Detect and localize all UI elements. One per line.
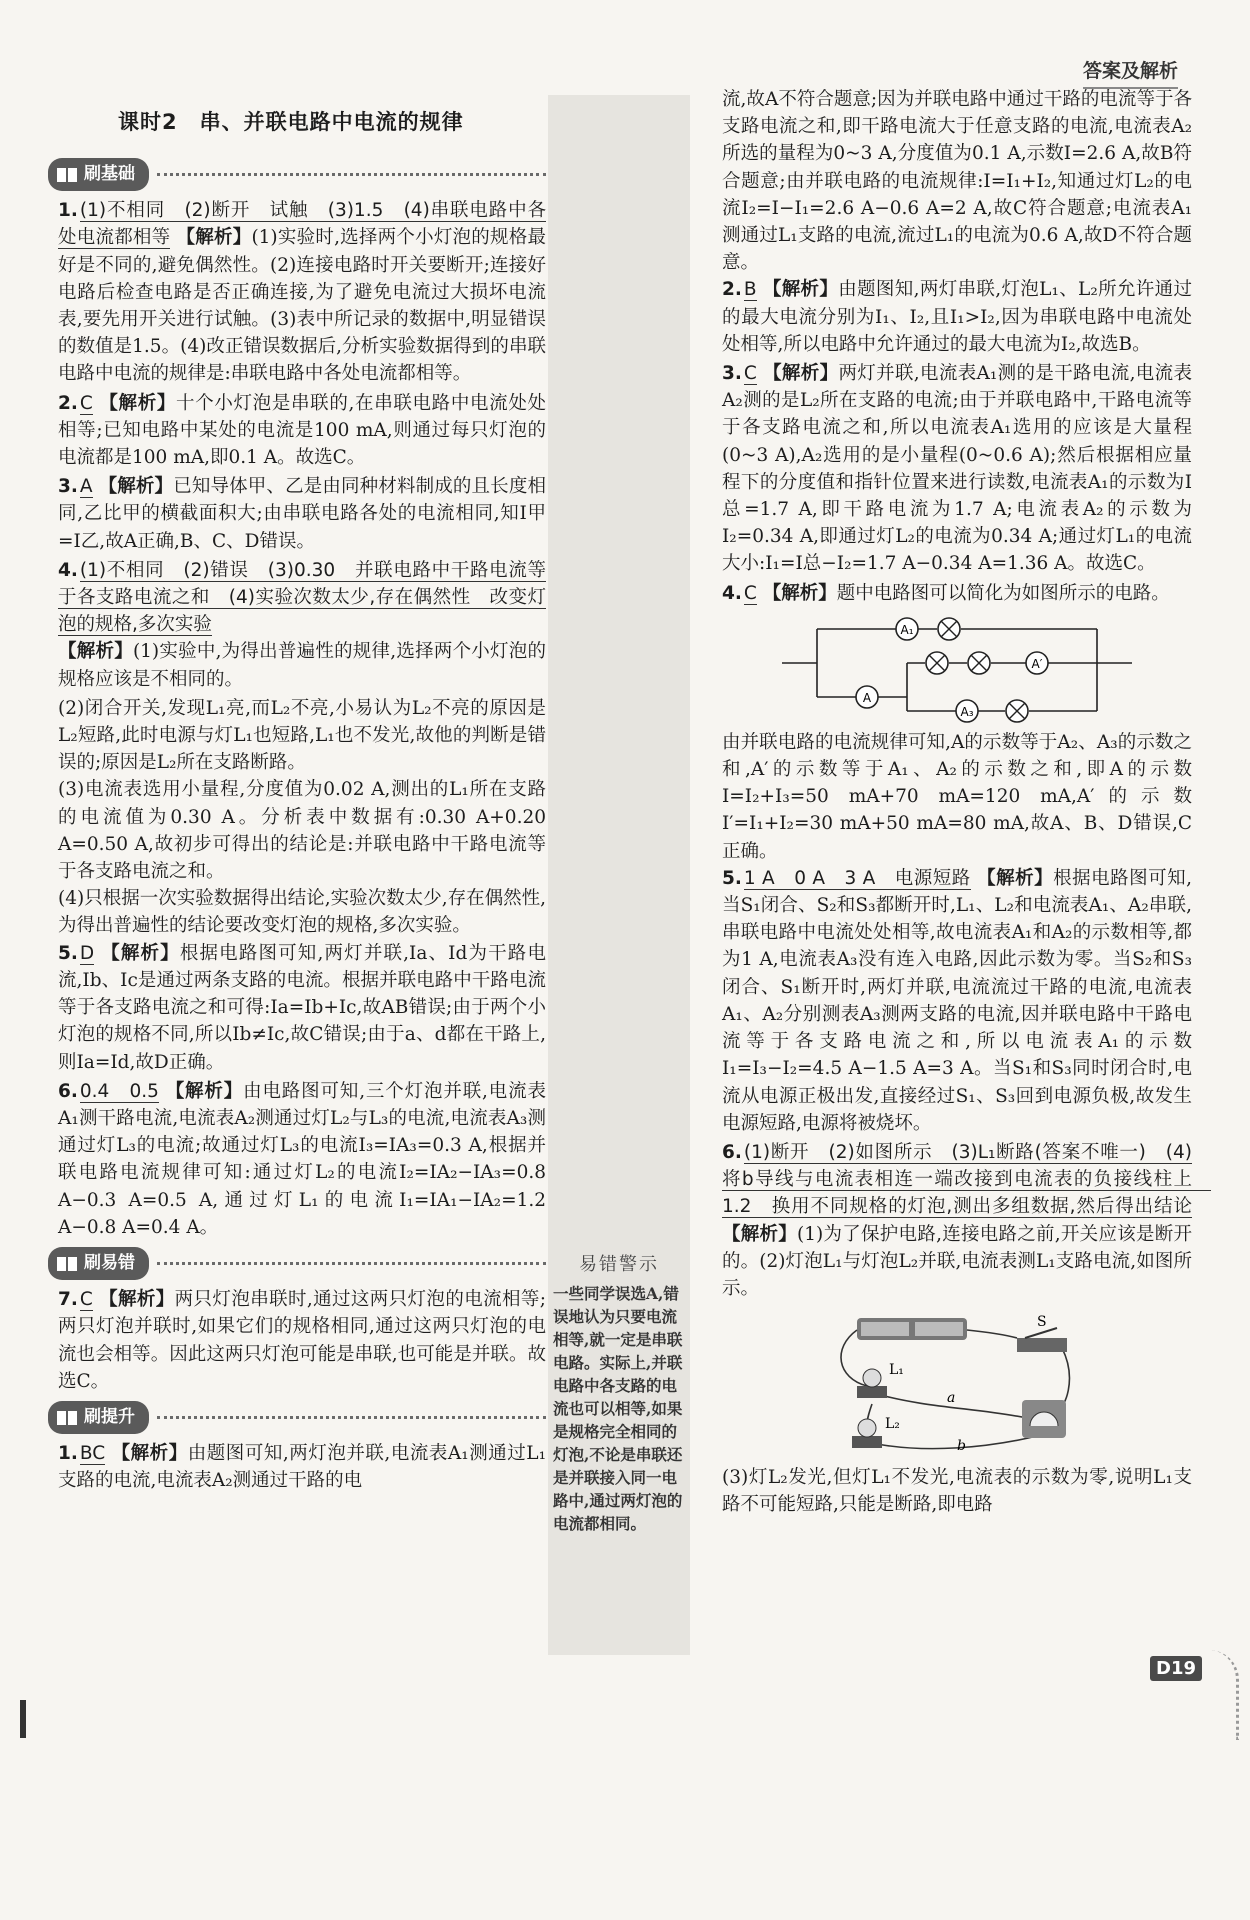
svg-text:A₁: A₁	[900, 622, 914, 637]
tip-body: 一些同学误选A,错误地认为只要电流相等,就一定是串联电路。实际上,并联电路中各支路的电流也可以相等,如果是规格完全相同的灯泡,不论是串联还是并联接入同一电路中,通过两灯泡的电流都相同。	[553, 1284, 683, 1533]
section-basic	[48, 158, 546, 191]
right-column	[722, 86, 1211, 1519]
header-label: 答案及解析	[1083, 56, 1178, 89]
lamp-icon	[1006, 700, 1028, 722]
question-1: 1. (1)不相同 (2)断开 试触 (3)1.5 (4)串联电路中各处电流都相等 【解析】(1)实验时,选择两个小灯泡的规格最好是不同的,避免偶然性。(2)连接电路时开关要断开;连接好电路后检查电路是否正确连接,为了避免电流过大损坏电流表,要先用开关进行试触。(3)表中所记录的数据中,明显错误的数值是1.5。(4)改正错误数据后,分析实验数据得到的串联电路中电流的规律是:串联电路中各处电流都相等。	[58, 200, 546, 385]
svg-text:A₃: A₃	[960, 704, 974, 719]
advance-question-5: 5. 1 A 0 A 3 A 电源短路 【解析】根据电路图可知,当S₁闭合、S₂和S₃都断开时,L₁、L₂和电流表A₁、A₂串联,串联电路中电流处处相等,故电流表A₁和A₂的示数相等,都为1 A,电流表A₃没有连入电路,因此示数为零。当S₂和S₃闭合、S₁断开时,两灯并联,电流流过干路的电流,电流表A₁、A₂分别测表A₃测两支路的电流,因并联电路中干路电流等于各支路电流之和,所以电流表A₁的示数I₁=I₃−I₂=4.5 A−1.5 A=3 A。当S₁和S₃同时闭合时,电流从电源正极出发,直接经过S₁、S₃回到电源负极,故发生电源短路,电源将被烧坏。	[722, 867, 1192, 1134]
wire-a-label: a	[947, 1390, 956, 1407]
lamp1-label: L₁	[889, 1362, 904, 1379]
corner-dots	[1206, 1650, 1239, 1740]
section-basic-label: 刷基础	[84, 164, 135, 184]
advance-question-6: 6. (1)断开 (2)如图所示 (3)L₁断路(答案不唯一) (4)将b导线与电流表相连一端改接到电流表的负接线柱上 1.2 换用不同规格的灯泡,测出多组数据,然后得出结论 【解析】(1)为了保护电路,连接电路之前,开关应该是断开的。(2)灯泡L₁与灯泡L₂并联,电流表测L₁支路电流,如图所示。	[722, 1141, 1211, 1299]
lamp2-label: L₂	[885, 1416, 900, 1433]
advance-question-2: 2. B 【解析】由题图知,两灯串联,灯泡L₁、L₂所允许通过的最大电流分别为I₁、I₂,且I₁>I₂,因为串联电路中电流处处相等,所以电路中允许通过的最大电流为I₂,故选B。	[722, 279, 1192, 355]
section-mistake	[48, 1247, 546, 1280]
question-6: 6. 0.4 0.5 【解析】由电路图可知,三个灯泡并联,电流表A₁测干路电流,电流表A₂测通过灯L₂与L₃的电流,电流表A₃测通过灯L₃的电流;故通过灯L₃的电流I₃=IA₃=0.3 A,根据并联电路电流规律可知:通过灯L₂的电流I₂=IA₂−IA₃=0.8 A−0.3 A=0.5 A,通过灯L₁的电流I₁=IA₁−IA₂=1.2 A−0.8 A=0.4 A。	[58, 1080, 546, 1238]
ammeter-A1	[896, 618, 918, 640]
section-advance-label: 刷提升	[84, 1406, 135, 1427]
question-5: 5. D 【解析】根据电路图可知,两灯并联,Ia、Id为干路电流,Ib、Ic是通过两条支路的电流。根据并联电路中干路电流等于各支路电流之和可得:Ia=Ib+Ic,故AB错误;由于两个小灯泡的规格不同,所以Ib≠Ic,故C错误;由于a、d都在干路上,则Ia=Id,故D正确。	[58, 942, 546, 1073]
tip-title: 易错警示	[579, 1254, 659, 1275]
switch-label: S	[1037, 1314, 1047, 1331]
svg-text:A: A	[862, 690, 872, 705]
ammeter-icon	[1022, 1400, 1066, 1438]
advance-question-1: 1. BC 【解析】由题图可知,两灯泡并联,电流表A₁测通过L₁支路的电流,电流表A₂测通过干路的电	[58, 1443, 546, 1492]
ammeter-A	[856, 686, 878, 708]
wiring-photo-diagram	[827, 1308, 1087, 1458]
book-icon	[56, 1409, 78, 1427]
advance-question-4: 4. C 【解析】题中电路图可以简化为如图所示的电路。	[722, 582, 1170, 604]
advance-question-1-cont: 流,故A不符合题意;因为并联电路中通过干路的电流等于各支路电流之和,即干路电流大于任意支路的电流,电流表A₂所选的量程为0~3 A,分度值为0.1 A,示数I=2.6 A,故B符合题意;由并联电路的电流规律:I=I₁+I₂,知通过灯L₂的电流I₂=I−I₁=2.6 A−0.6 A=2 A,故C符合题意;电流表A₁测通过L₁支路的电流,流过L₁的电流为0.6 A,故D不符合题意。	[722, 89, 1192, 274]
ammeter-A-prime	[1026, 652, 1048, 674]
section-advance	[48, 1401, 546, 1434]
ammeter-A3	[956, 700, 978, 722]
question-3: 3. A 【解析】已知导体甲、乙是由同种材料制成的且长度相同,乙比甲的横截面积大;由串联电路各处的电流相同,知I甲=I乙,故A正确,B、C、D错误。	[58, 476, 546, 552]
question-4-part3: (3)电流表选用小量程,分度值为0.02 A,测出的L₁所在支路的电流值为0.30 A。分析表中数据有:0.30 A+0.20 A=0.50 A,故初步可得出的结论是:并联电路中干路电流等于各支路电流之和。	[58, 779, 546, 883]
circuit-diagram	[777, 613, 1137, 723]
question-2: 2. C 【解析】十个小灯泡是串联的,在串联电路中电流处处相等;已知电路中某处的电流是100 mA,则通过每只灯泡的电流都是100 mA,即0.1 A。故选C。	[58, 392, 546, 469]
advance-question-4-conclusion: 由并联电路的电流规律可知,A的示数等于A₂、A₃的示数之和,A′的示数等于A₁、A₂的示数之和,即A的示数I=I₂+I₃=50 mA+70 mA=120 mA,A′的示数I′=I₁+I₂=30 mA+50 mA=80 mA,故A、B、D错误,C正确。	[722, 731, 1192, 862]
switch-icon	[1017, 1328, 1067, 1352]
section-mistake-label: 刷易错	[84, 1252, 135, 1273]
lamp-icon	[926, 652, 948, 674]
question-4-part2: (2)闭合开关,发现L₁亮,而L₂不亮,小易认为L₂不亮的原因是L₂短路,此时电源与灯L₁也短路,L₁也不发光,故他的判断是错误的;原因是L₂所在支路断路。	[58, 697, 546, 774]
page-number: D19	[1150, 1656, 1202, 1681]
question-7: 7. C 【解析】两只灯泡串联时,通过这两只灯泡的电流相等;两只灯泡并联时,如果它们的规格相同,通过这两只灯泡的电流也会相等。因此这两只灯泡可能是串联,也可能是并联。故选C。	[58, 1289, 546, 1392]
question-4: 4. (1)不相同 (2)错误 (3)0.30 并联电路中干路电流等于各支路电流之和 (4)实验次数太少,存在偶然性 改变灯泡的规格,多次实验 【解析】(1)实验中,为得出普遍性的规律,选择两个小灯泡的规格应该是不相同的。	[58, 559, 546, 690]
question-4-part4: (4)只根据一次实验数据得出结论,实验次数太少,存在偶然性,为得出普遍性的结论要改变灯泡的规格,多次实验。	[58, 888, 546, 937]
book-icon	[56, 1255, 78, 1273]
edge-mark	[20, 1700, 26, 1738]
book-icon	[56, 166, 78, 184]
wire-b-label: b	[957, 1438, 966, 1455]
lesson-title: 课时2 串、并联电路中电流的规律	[118, 110, 464, 134]
svg-text:A′: A′	[1031, 656, 1043, 671]
lamp-icon	[968, 652, 990, 674]
lamp-icon	[852, 1419, 882, 1448]
left-column	[58, 152, 546, 1497]
lamp-icon	[938, 618, 960, 640]
advance-question-3: 3. C 【解析】两灯并联,电流表A₁测的是干路电流,电流表A₂测的是L₂所在支路的电流;由于并联电路中,干路电流等于各支路电流之和,所以电流表A₁选用的应该是大量程(0~3 A),A₂选用的是小量程(0~0.6 A);然后根据相应量程下的分度值和指针位置来进行读数,电流表A₁的示数为I总=1.7 A,即干路电流为1.7 A;电流表A₂的示数为I₂=0.34 A,即通过灯L₂的电流为0.34 A;通过灯L₁的电流大小:I₁=I总−I₂=1.7 A−0.34 A=1.36 A。故选C。	[722, 363, 1192, 575]
tip-box	[553, 1250, 685, 1535]
advance-question-6-cont: (3)灯L₂发光,但灯L₁不发光,电流表的示数为零,说明L₁支路不可能短路,只能是断路,即电路	[722, 1467, 1192, 1516]
